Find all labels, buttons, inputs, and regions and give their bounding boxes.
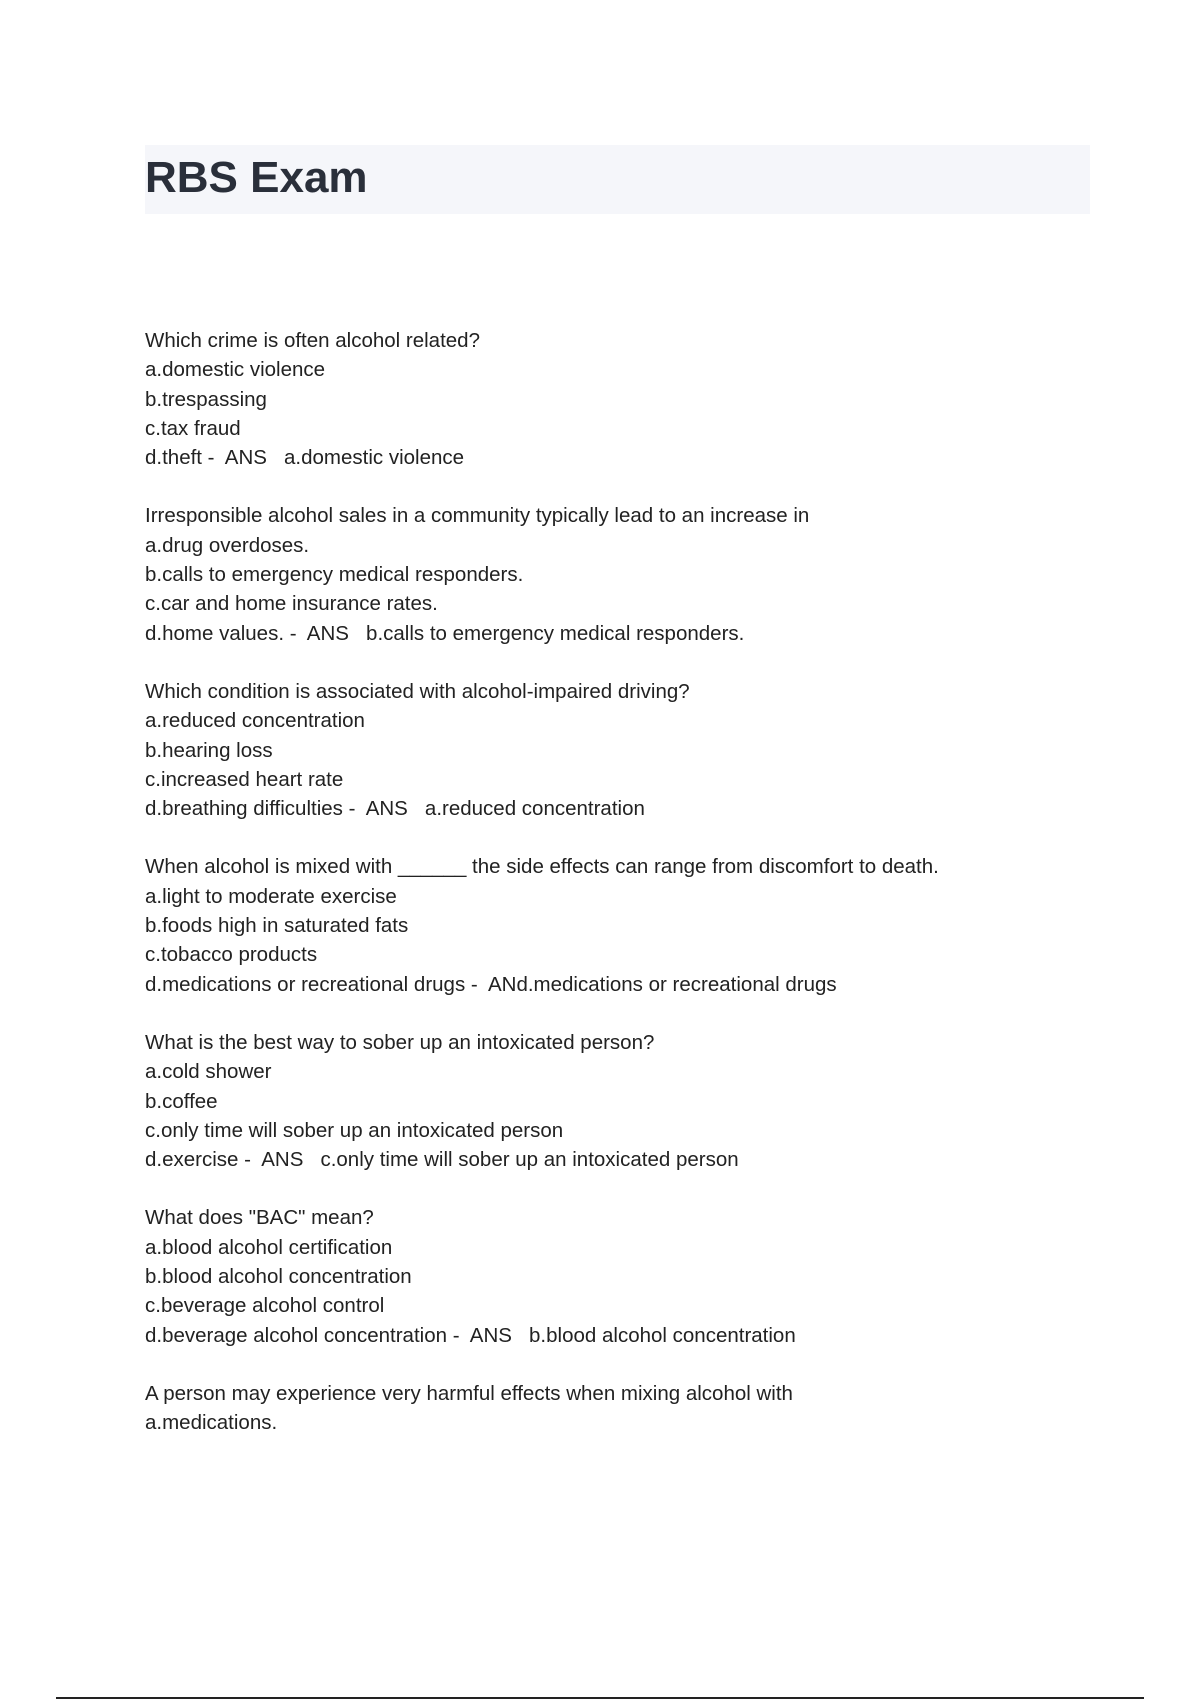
answer-option: b.foods high in saturated fats	[145, 914, 409, 938]
answer-option: a.light to moderate exercise	[145, 884, 397, 908]
question-block	[145, 326, 1095, 472]
answer-option: a.cold shower	[145, 1060, 272, 1084]
answer-option: c.beverage alcohol control	[145, 1294, 385, 1318]
answer-option: c.car and home insurance rates.	[145, 592, 438, 616]
answer-option-with-key: d.home values. - ANS b.calls to emergency medical responders.	[145, 621, 745, 645]
answer-option: b.blood alcohol concentration	[145, 1265, 412, 1289]
answer-option: a.medications.	[145, 1411, 278, 1435]
answer-option: a.blood alcohol certification	[145, 1235, 393, 1259]
answer-option-with-key: d.beverage alcohol concentration - ANS b.blood alcohol concentration	[145, 1323, 796, 1347]
answer-option: b.coffee	[145, 1089, 218, 1113]
answer-option-with-key: d.medications or recreational drugs - ANd.medications or recreational drugs	[145, 972, 837, 996]
answer-option: a.drug overdoses.	[145, 533, 310, 557]
answer-option: a.reduced concentration	[145, 709, 365, 733]
question-text: What does "BAC" mean?	[145, 1206, 374, 1230]
question-text: When alcohol is mixed with ______ the side effects can range from discomfort to death.	[145, 855, 939, 879]
question-text: Which condition is associated with alcohol-impaired driving?	[145, 679, 690, 703]
question-list	[145, 326, 1095, 1467]
question-block	[145, 1203, 1095, 1349]
question-block	[145, 501, 1095, 647]
question-text: Irresponsible alcohol sales in a community typically lead to an increase in	[145, 504, 810, 528]
question-block	[145, 852, 1095, 998]
page-bottom-divider	[56, 1697, 1144, 1699]
document-title: RBS Exam	[145, 153, 368, 202]
answer-option: c.tax fraud	[145, 416, 241, 440]
question-text: Which crime is often alcohol related?	[145, 329, 480, 352]
title-band	[145, 145, 1090, 214]
answer-option: c.increased heart rate	[145, 767, 344, 791]
question-text: A person may experience very harmful effects when mixing alcohol with	[145, 1381, 793, 1405]
answer-option-with-key: d.theft - ANS a.domestic violence	[145, 446, 465, 470]
answer-option: a.domestic violence	[145, 358, 326, 382]
answer-option-with-key: d.breathing difficulties - ANS a.reduced concentration	[145, 797, 645, 821]
answer-option: b.calls to emergency medical responders.	[145, 563, 524, 587]
question-text: What is the best way to sober up an intoxicated person?	[145, 1030, 655, 1054]
question-block	[145, 1028, 1095, 1174]
question-block	[145, 1379, 1095, 1438]
question-block	[145, 677, 1095, 823]
answer-option: c.tobacco products	[145, 943, 318, 967]
answer-option: b.trespassing	[145, 387, 267, 411]
answer-option-with-key: d.exercise - ANS c.only time will sober up an intoxicated person	[145, 1148, 739, 1172]
answer-option: b.hearing loss	[145, 738, 273, 762]
answer-option: c.only time will sober up an intoxicated person	[145, 1118, 564, 1142]
